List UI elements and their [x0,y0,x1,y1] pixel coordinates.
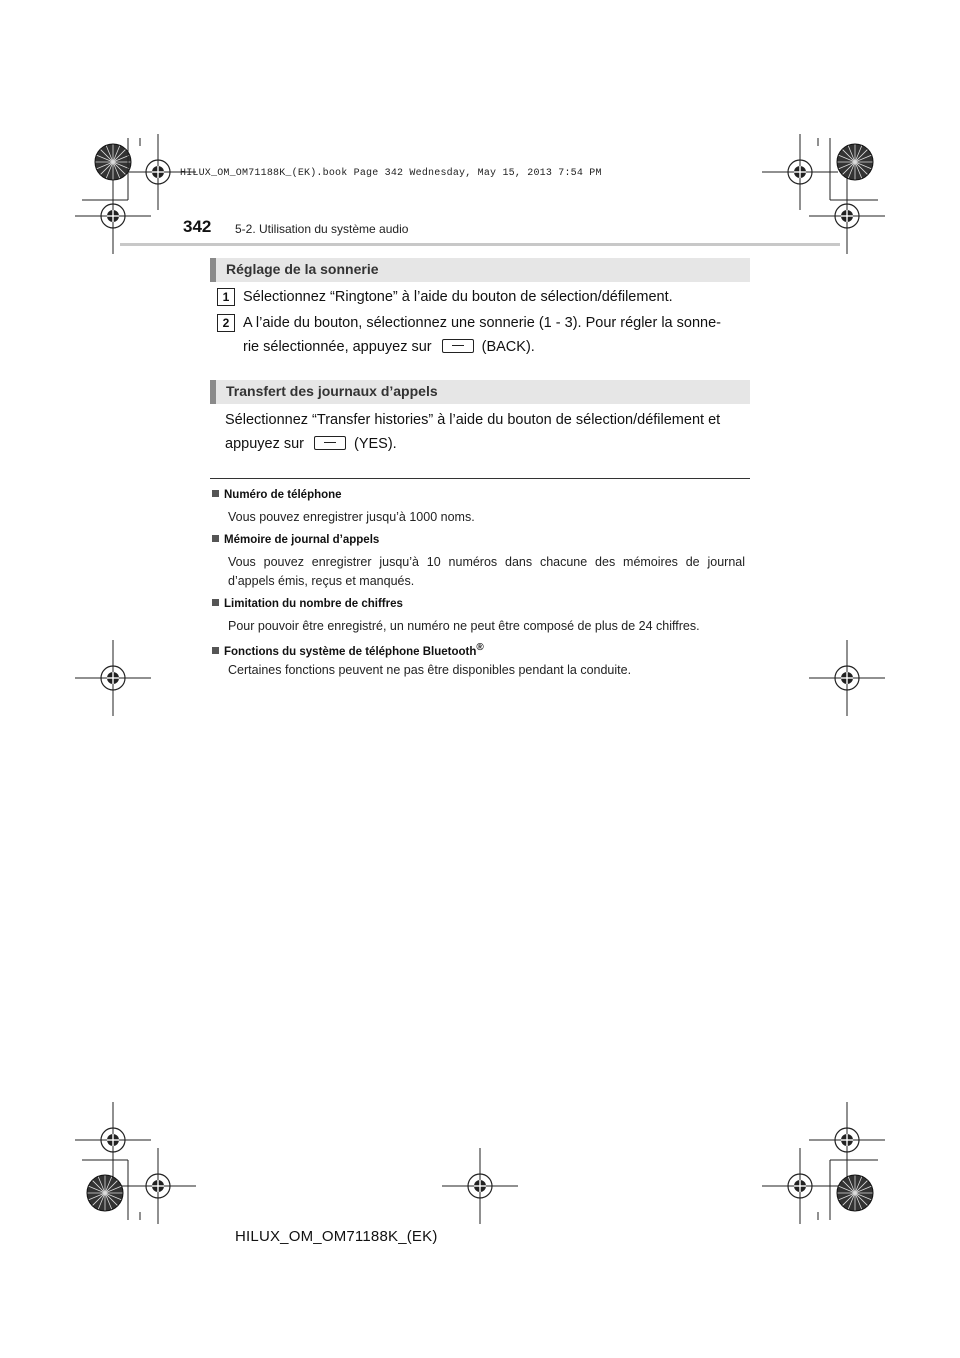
header-rule [120,243,840,246]
section-title: Réglage de la sonnerie [226,261,379,277]
color-registration-icon [87,1175,123,1211]
note-text: Vous pouvez enregistrer jusqu’à 10 numéros dans chacune des mémoires de journal [228,555,745,569]
section-header-ringtone [210,258,750,282]
registration-mark-icon [762,134,838,210]
square-bullet-icon [212,647,219,654]
text-after-button: (YES). [354,436,397,452]
square-bullet-icon [212,535,219,542]
page-number: 342 [183,217,212,236]
note-heading [212,534,379,546]
note-text: d’appels émis, reçus et manqués. [228,574,415,588]
registration-mark-icon [762,1148,838,1224]
registration-mark-icon [809,1102,885,1178]
body-paragraph-continued [225,432,397,456]
step-text-after-button: (BACK). [481,339,535,355]
step-number-1: 1 [217,288,235,306]
registration-mark-icon [809,640,885,716]
step-text: Sélectionnez “Ringtone” à l’aide du bouton de sélection/défilement. [243,289,673,305]
breadcrumb: 5-2. Utilisation du système audio [235,222,409,236]
color-registration-icon [837,144,873,180]
color-registration-icon [95,144,131,180]
step-text-before-button: rie sélectionnée, appuyez sur [243,339,432,355]
note-heading-text: Numéro de téléphone [224,489,342,501]
registration-mark-icon [120,1148,196,1224]
color-registration-icon [837,1175,873,1211]
step-text-continued [243,335,535,359]
step-number-2: 2 [217,314,235,332]
registration-mark-icon [75,640,151,716]
note-heading-text: Fonctions du système de téléphone Bluetooth [224,645,477,658]
book-info-line: HILUX_OM_OM71188K_(EK).book Page 342 Wednesday, May 15, 2013 7:54 PM [180,168,602,179]
section-header-call-history [210,380,750,404]
note-heading-text: Mémoire de journal d’appels [224,534,380,546]
body-paragraph: Sélectionnez “Transfer histories” à l’aide du bouton de sélection/défilement et [225,412,721,428]
notes-divider [210,478,750,479]
note-text: Vous pouvez enregistrer jusqu’à 1000 noms. [228,510,475,524]
registration-mark-icon [442,1148,518,1224]
note-text: Pour pouvoir être enregistré, un numéro ne peut être composé de plus de 24 chiffres. [228,619,700,633]
square-bullet-icon [212,599,219,606]
note-heading [212,598,403,610]
step-text: A l’aide du bouton, sélectionnez une sonnerie (1 - 3). Pour régler la sonne- [243,315,721,331]
registration-mark-icon [75,1102,151,1178]
footer-document-code: HILUX_OM_OM71188K_(EK) [235,1228,438,1245]
registered-trademark: ® [476,642,484,653]
note-text: Certaines fonctions peuvent ne pas être disponibles pendant la conduite. [228,663,632,677]
button-icon [442,339,474,353]
note-heading [212,489,342,501]
text-before-button: appuyez sur [225,436,304,452]
button-icon [314,436,346,450]
note-heading-text: Limitation du nombre de chiffres [224,598,403,610]
square-bullet-icon [212,490,219,497]
section-title: Transfert des journaux d’appels [226,383,438,399]
note-heading [212,642,484,658]
